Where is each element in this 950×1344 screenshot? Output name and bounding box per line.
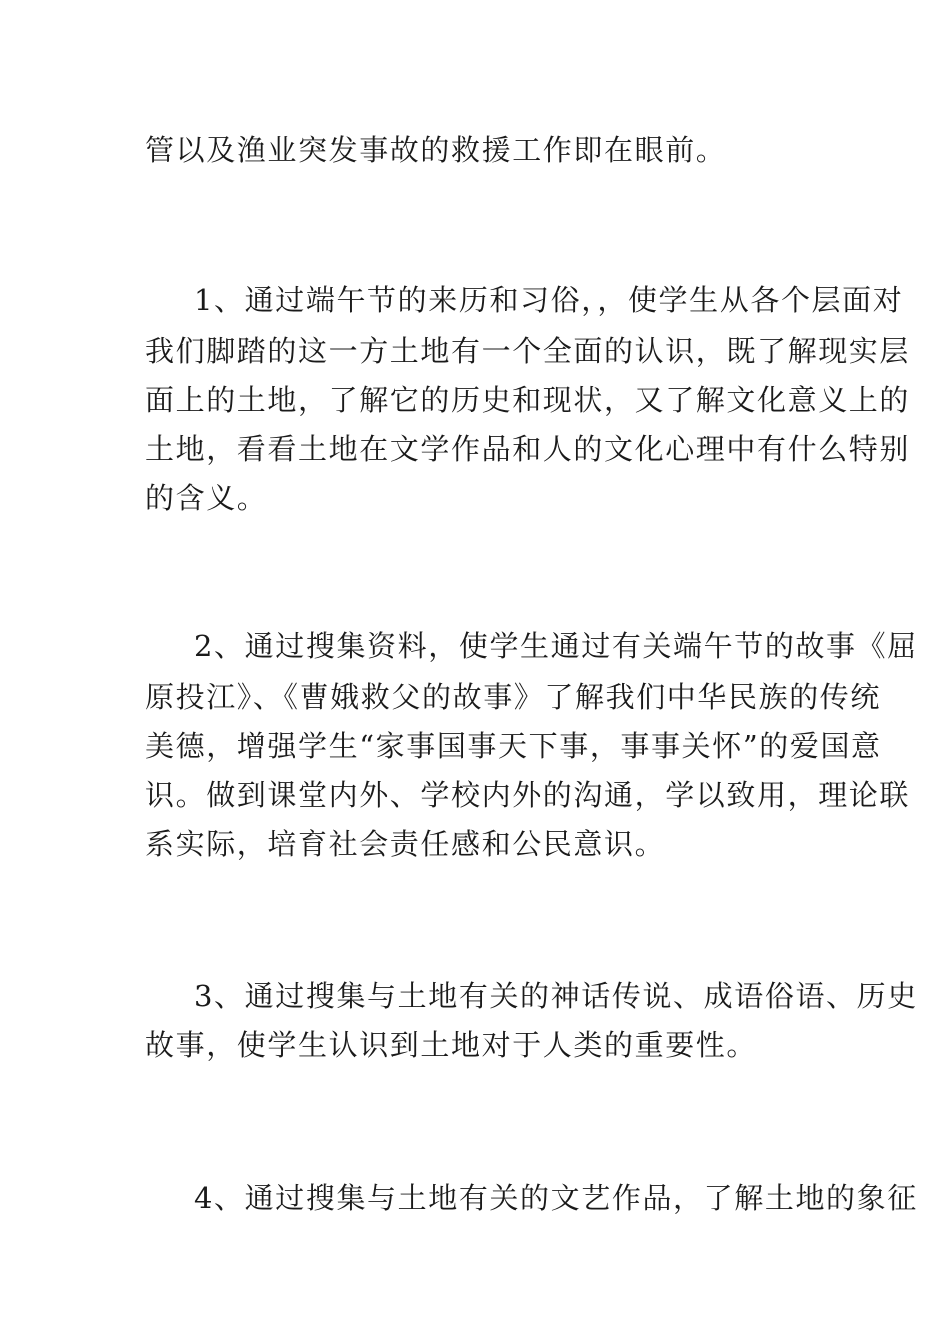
paragraph-3-line-0: 3、通过搜集与土地有关的神话传说、成语俗语、历史 (194, 979, 918, 1013)
paragraph-3-line-1: 故事，使学生认识到土地对于人类的重要性。 (145, 1028, 758, 1062)
paragraph-1-line-0: 1、通过端午节的来历和习俗，，使学生从各个层面对 (194, 283, 904, 317)
paragraph-1-line-1: 我们脚踏的这一方土地有一个全面的认识，既了解现实层 (145, 334, 911, 368)
paragraph-2-line-0: 2、通过搜集资料，使学生通过有关端午节的故事《屈 (194, 629, 918, 663)
paragraph-2-line-4: 系实际，培育社会责任感和公民意识。 (145, 827, 666, 861)
paragraph-2-line-3: 识。做到课堂内外、学校内外的沟通，学以致用，理论联 (145, 778, 911, 812)
paragraph-1-line-3: 土地，看看土地在文学作品和人的文化心理中有什么特别 (145, 432, 911, 466)
paragraph-2-line-2: 美德，增强学生“家事国事天下事，事事关怀”的爱国意 (145, 729, 882, 763)
paragraph-4-line-0: 4、通过搜集与土地有关的文艺作品，了解土地的象征 (194, 1181, 918, 1215)
paragraph-1-line-4: 的含义。 (145, 481, 268, 515)
paragraph-2-line-1: 原投江》、《曹娥救父的故事》了解我们中华民族的传统 (145, 680, 882, 714)
paragraph-1-line-2: 面上的土地，了解它的历史和现状，又了解文化意义上的 (145, 383, 911, 417)
paragraph-0-line-0: 管以及渔业突发事故的救援工作即在眼前。 (145, 133, 727, 167)
